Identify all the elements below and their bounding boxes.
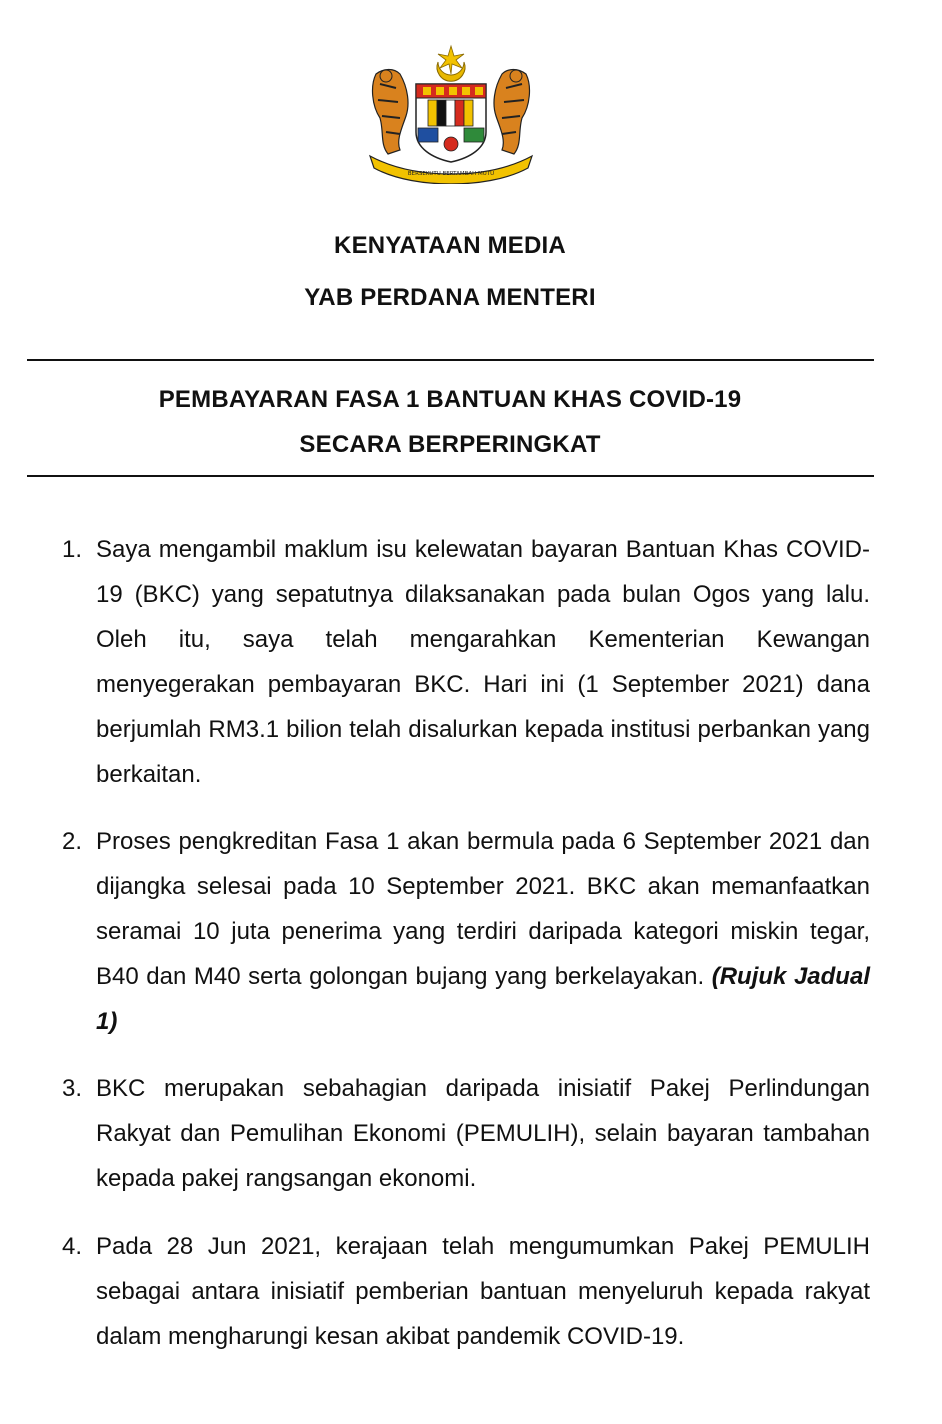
paragraph-text: BKC merupakan sebahagian daripada inisiatif Pakej Perlindungan Rakyat dan Pemulihan Ekonomi (PEMULIH), selain bayaran tambahan kepada pakej rangsangan ekonomi. <box>96 1075 870 1192</box>
paragraph-number: 2. <box>62 828 83 855</box>
divider-top <box>27 359 874 361</box>
paragraph-number: 4. <box>62 1233 83 1260</box>
crest-motto: BERSEKUTU BERTAMBAH MUTU <box>407 171 495 177</box>
paragraph-3 <box>62 1066 870 1201</box>
paragraph-number: 1. <box>62 536 83 563</box>
paragraph-4 <box>62 1224 870 1359</box>
header-title: KENYATAAN MEDIA <box>334 232 566 259</box>
paragraph-2 <box>62 819 870 1044</box>
paragraph-number: 3. <box>62 1075 83 1102</box>
table-reference: (Rujuk Jadual 1) <box>96 963 870 1035</box>
subject-line-2: SECARA BERPERINGKAT <box>299 431 601 458</box>
paragraph-text: Proses pengkreditan Fasa 1 akan bermula pada 6 September 2021 dan dijangka selesai pada 10 September 2021. BKC akan memanfaatkan seramai 10 juta penerima yang terdiri daripada kategori miskin tegar, B40 dan M40 serta golongan bujang yang berkelayakan. <box>96 828 870 990</box>
paragraph-text: Pada 28 Jun 2021, kerajaan telah mengumumkan Pakej PEMULIH sebagai antara inisiatif pemberian bantuan menyeluruh kepada rakyat dalam mengharungi kesan akibat pandemik COVID-19. <box>96 1233 870 1350</box>
divider-bottom <box>27 475 874 477</box>
subject-line-1: PEMBAYARAN FASA 1 BANTUAN KHAS COVID-19 <box>158 386 742 413</box>
header-subtitle: YAB PERDANA MENTERI <box>304 284 596 311</box>
paragraph-1 <box>62 527 870 797</box>
coat-of-arms-icon <box>366 44 536 184</box>
paragraph-text-wrapper <box>96 819 870 1044</box>
paragraph-text: Saya mengambil maklum isu kelewatan bayaran Bantuan Khas COVID-19 (BKC) yang sepatutnya dilaksanakan pada bulan Ogos yang lalu. Oleh itu, saya telah mengarahkan Kementerian Kewangan menyegerakan pembayaran BKC. Hari ini (1 September 2021) dana berjumlah RM3.1 bilion telah disalurkan kepada institusi perbankan yang berkaitan. <box>96 536 870 788</box>
